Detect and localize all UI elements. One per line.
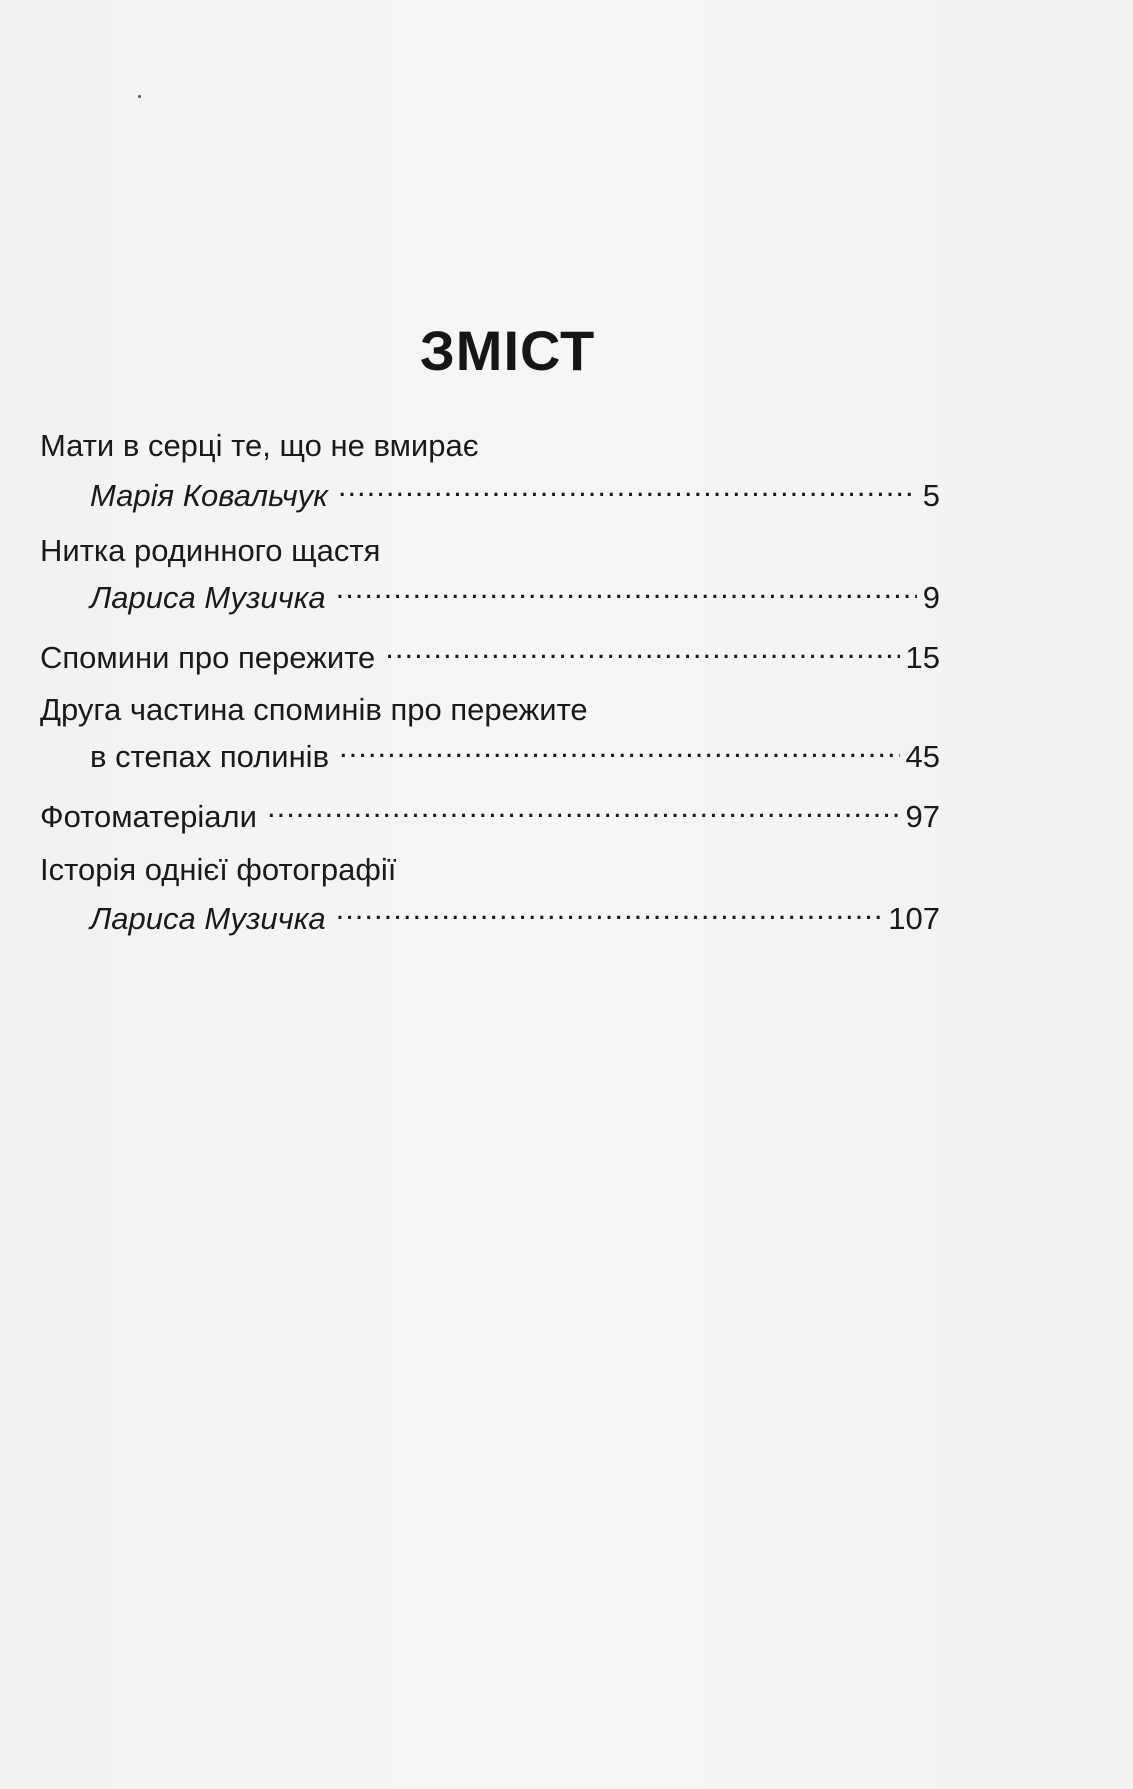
toc-page-number: 15: [905, 640, 940, 675]
toc-entry-title-text: Нитка родинного щастя: [40, 533, 381, 568]
toc-entry-continuation: в степах полинів: [90, 739, 330, 774]
toc-entry-continuation-line: [90, 731, 940, 775]
toc-entry-title-text: Мати в серці те, що не вмирає: [40, 428, 479, 463]
toc-entry-title: [40, 428, 940, 464]
page-title: ЗМІСТ: [419, 319, 596, 382]
toc-page-number: 45: [905, 739, 940, 774]
toc-entry-author-line: [90, 470, 940, 514]
leader-dots: [339, 731, 899, 767]
leader-dots: [385, 632, 899, 668]
toc-page-number: 9: [922, 580, 940, 615]
toc-entry-title-line: [40, 791, 940, 835]
toc-entry-author: Марія Ковальчук: [90, 478, 328, 513]
leader-dots: [267, 791, 900, 827]
toc-entry-title: [40, 852, 940, 888]
toc-entry-title-text: Історія однієї фотографії: [40, 852, 397, 887]
toc-entry-title: [40, 533, 940, 569]
toc-entry-title: [40, 692, 940, 728]
toc-entry-title-text: Фотоматеріали: [40, 799, 257, 834]
toc-entry-author: Лариса Музичка: [90, 580, 326, 615]
toc-entry-title-text: Друга частина споминів про пережите: [40, 692, 588, 727]
toc-page-number: 5: [922, 478, 940, 513]
toc-page-number: 107: [888, 901, 940, 936]
toc-entry-author: Лариса Музичка: [90, 901, 326, 936]
leader-dots: [336, 572, 917, 608]
leader-dots: [336, 893, 883, 929]
toc-entry-author-line: [90, 893, 940, 937]
toc-entry-author-line: [90, 572, 940, 616]
speck-mark: [138, 95, 141, 98]
toc-entry-title-text: Спомини про пережите: [40, 640, 376, 675]
leader-dots: [338, 470, 917, 506]
toc-entry-title-line: [40, 632, 940, 676]
toc-page-number: 97: [905, 799, 940, 834]
